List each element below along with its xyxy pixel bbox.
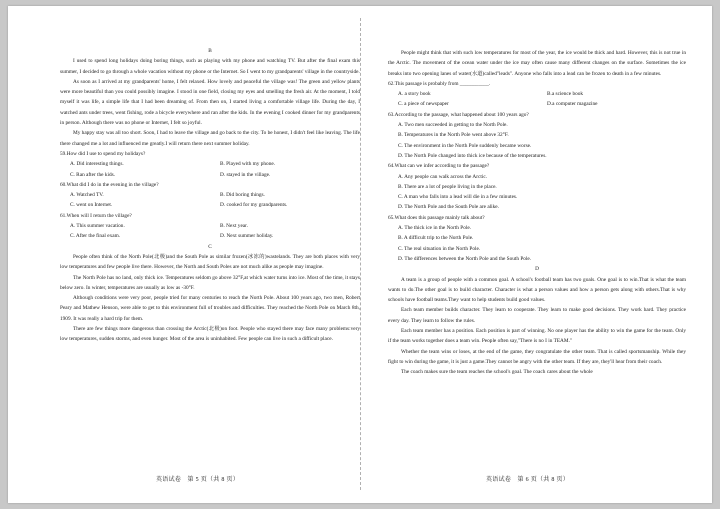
- option-65-b: B. A difficult trip to the North Pole.: [398, 235, 474, 242]
- option-65-d: D. The differences between the North Pole and the South Pole.: [398, 255, 532, 262]
- question-61-options-row: [60, 221, 360, 231]
- section-d-paragraph: Each team member has a position. Each position is part of winning. No one player has the ability to win the game for the team. Only if the team works together does a team win. People often say,"There is no I in TEAM.": [388, 328, 686, 345]
- option-63-b: B. Temperatures in the North Pole went above 32°F.: [398, 132, 509, 139]
- option-59-d: D. stayed in the village.: [220, 171, 271, 178]
- option-64-d: D. The North Pole and the South Pole are alike.: [398, 204, 499, 211]
- option-59-a: A. Did interesting things.: [70, 161, 124, 168]
- question-63-stem: 63.According to the passage, what happened about 100 years ago?: [388, 111, 529, 118]
- left-page-footer: 英语试卷 第 5 页（共 8 页）: [156, 477, 240, 483]
- section-c-title: C: [208, 243, 212, 250]
- option-65-c: C. The real situation in the North Pole.: [398, 245, 481, 252]
- option-62-a: A. a story book: [398, 91, 431, 98]
- option-60-b: B. Did boring things.: [220, 192, 265, 199]
- option-62-c: C. a piece of newspaper: [398, 101, 449, 108]
- section-c-paragraph: People often think of the North Pole(北极)and the South Pole as similar frozen(冰冻的)wastelands. They are both places with very low temperatures and few people live there. However, the North and South Poles are not much alike as people may imagine.: [60, 253, 360, 271]
- section-b-title: B: [208, 48, 212, 54]
- option-61-b: B. Next year.: [220, 223, 248, 230]
- option-64-a: A. Any people can walk across the Arctic.: [398, 173, 487, 180]
- left-page-column: [60, 46, 360, 345]
- section-d-paragraph: A team is a group of people with a common goal. A school's football team has two goals. One goal is to win.That is what the team wants to do.The other goal is to build character. Character is what a person values and how a person gets along with others.That is why schools have football teams.They want to help students build good values.: [388, 276, 686, 304]
- option-64-c: C. A man who falls into a lead will die in a few minutes.: [398, 194, 518, 201]
- section-c-paragraph: The North Pole has no land, only thick ice. Temperatures seldom go above 32°F,at which water turns into ice. Most of the time, it stays below zero. In winter, temperatures are usually as low as -30°F.: [60, 274, 360, 291]
- question-64-stem: 64.What can we infer according to the passage?: [388, 163, 490, 170]
- section-c-paragraph: Although conditions were very poor, people tried for many centuries to reach the North Pole. About 100 years ago, two men, Robert Peary and Mathew Henson, were able to get to this environment full of troubles and difficulties. They reached the North Pole on March 8th, 1909. It was really a hard trip for them.: [60, 295, 360, 322]
- section-d-paragraph: The coach makes sure the team reaches the school's goal. The coach cares about the whole: [401, 369, 593, 376]
- option-61-d: D. Next summer holiday.: [220, 233, 274, 240]
- question-60-stem: 60.What did I do in the evening in the village?: [60, 181, 159, 188]
- option-59-c: C. Ran after the kids.: [70, 171, 116, 178]
- section-b-paragraph: As soon as I arrived at my grandparents' home, I felt relaxed. How lovely and peaceful the village was! The green and yellow plants were more beautiful than you could possibly imagine. I stood in one field, closing my eyes and smelling the fresh air. At the moment, I told myself it was life, a simple life that I had been dreaming of. From then on, I started living a comfortable village life. During the day, I watched ants under trees, went fishing, rode a bicycle everywhere and ran after the kids. In the evening I cooked dinner for my grandparents in person. Although there was no phone or Internet, I felt so joyful.: [60, 78, 360, 127]
- option-62-d: D.a computer magazine: [547, 101, 598, 108]
- question-62-stem: 62.This passage is probably from ___________.: [388, 80, 491, 87]
- option-62-b: B.a science book: [547, 91, 584, 98]
- page-divider: [360, 18, 361, 490]
- option-59-b: B. Played with my phone.: [220, 161, 276, 168]
- right-page-column: [388, 48, 686, 378]
- section-b-paragraph: My happy stay was all too short. Soon, I had to leave the village and go back to the city. To be honest, I didn't feel like leaving. The life there changed me a lot and influenced me greatly.I will return there next summer holiday.: [60, 130, 360, 147]
- section-d-title: D: [535, 266, 539, 273]
- option-64-b: B. There are a lot of people living in the place.: [398, 183, 497, 190]
- option-60-d: D. cooked for my grandparents.: [220, 202, 288, 209]
- section-c-paragraph: There are few things more dangerous than crossing the Arctic(北极)on foot. People who stayed there may face many problems:very low temperatures, sudden storms, and even hunger. Most of the area is uninhabited. Few people can live in such a difficult place.: [60, 326, 360, 343]
- option-65-a: A. The thick ice in the North Pole.: [398, 225, 472, 232]
- option-61-a: A. This summer vacation.: [70, 223, 125, 230]
- question-65-stem: 65.What does this passage mainly talk about?: [388, 214, 485, 221]
- section-b-paragraph: I used to spend long holidays doing boring things, such as playing with my phone and watching TV. But after the final exam this summer, I decided to go through a whole vacation without my phone or the Internet. So I went to my grandparents' village in the countryside.: [60, 58, 360, 75]
- option-63-d: D. The North Pole changed into thick ice because of the temperatures.: [398, 152, 547, 159]
- exam-sheet: [8, 6, 712, 503]
- option-60-a: A. Watched TV.: [70, 192, 104, 199]
- question-60-options-row: [60, 190, 360, 200]
- option-61-c: C. After the final exam.: [70, 233, 121, 240]
- section-d-paragraph: Each team member builds character. They learn to cooperate. They learn to make good decisions. They work hard. They practice every day. They learn to follow the rules.: [388, 307, 686, 324]
- section-d-paragraph: Whether the team wins or loses, at the end of the game, they congratulate the other team. That is called sportsmanship. While they fight to win during the game, it is just a game.They cannot be angry with the other team. If they are, they'll hear from their coach.: [388, 348, 686, 365]
- option-63-c: C. The environment in the North Pole suddenly became worse.: [398, 142, 532, 149]
- option-63-a: A. Two men succeeded in getting to the North Pole.: [398, 122, 508, 129]
- question-62-options-row: [388, 99, 686, 109]
- question-62-options-row: [388, 89, 686, 99]
- option-60-c: C. went on Internet.: [70, 202, 113, 209]
- question-59-options-row: [60, 170, 360, 180]
- right-page-footer: 英语试卷 第 6 页（共 8 页）: [486, 477, 570, 483]
- section-c-paragraph: People might think that with such low temperatures for most of the year, the ice would be thick and hard. However, this is not true in the Arctic. The movement of the ocean water under the ice may often cause many different changes on the surface. Sometimes the ice breaks into two opening lanes of water(水道)called"leads". Anyone who falls into a lead can be frozen to death in a few minutes.: [388, 50, 686, 77]
- question-60-options-row: [60, 200, 360, 210]
- question-61-stem: 61.When will I return the village?: [60, 212, 132, 219]
- question-59-options-row: [60, 159, 360, 169]
- question-61-options-row: [60, 231, 360, 241]
- question-59-stem: 59.How did I use to spend my holidays?: [60, 150, 146, 157]
